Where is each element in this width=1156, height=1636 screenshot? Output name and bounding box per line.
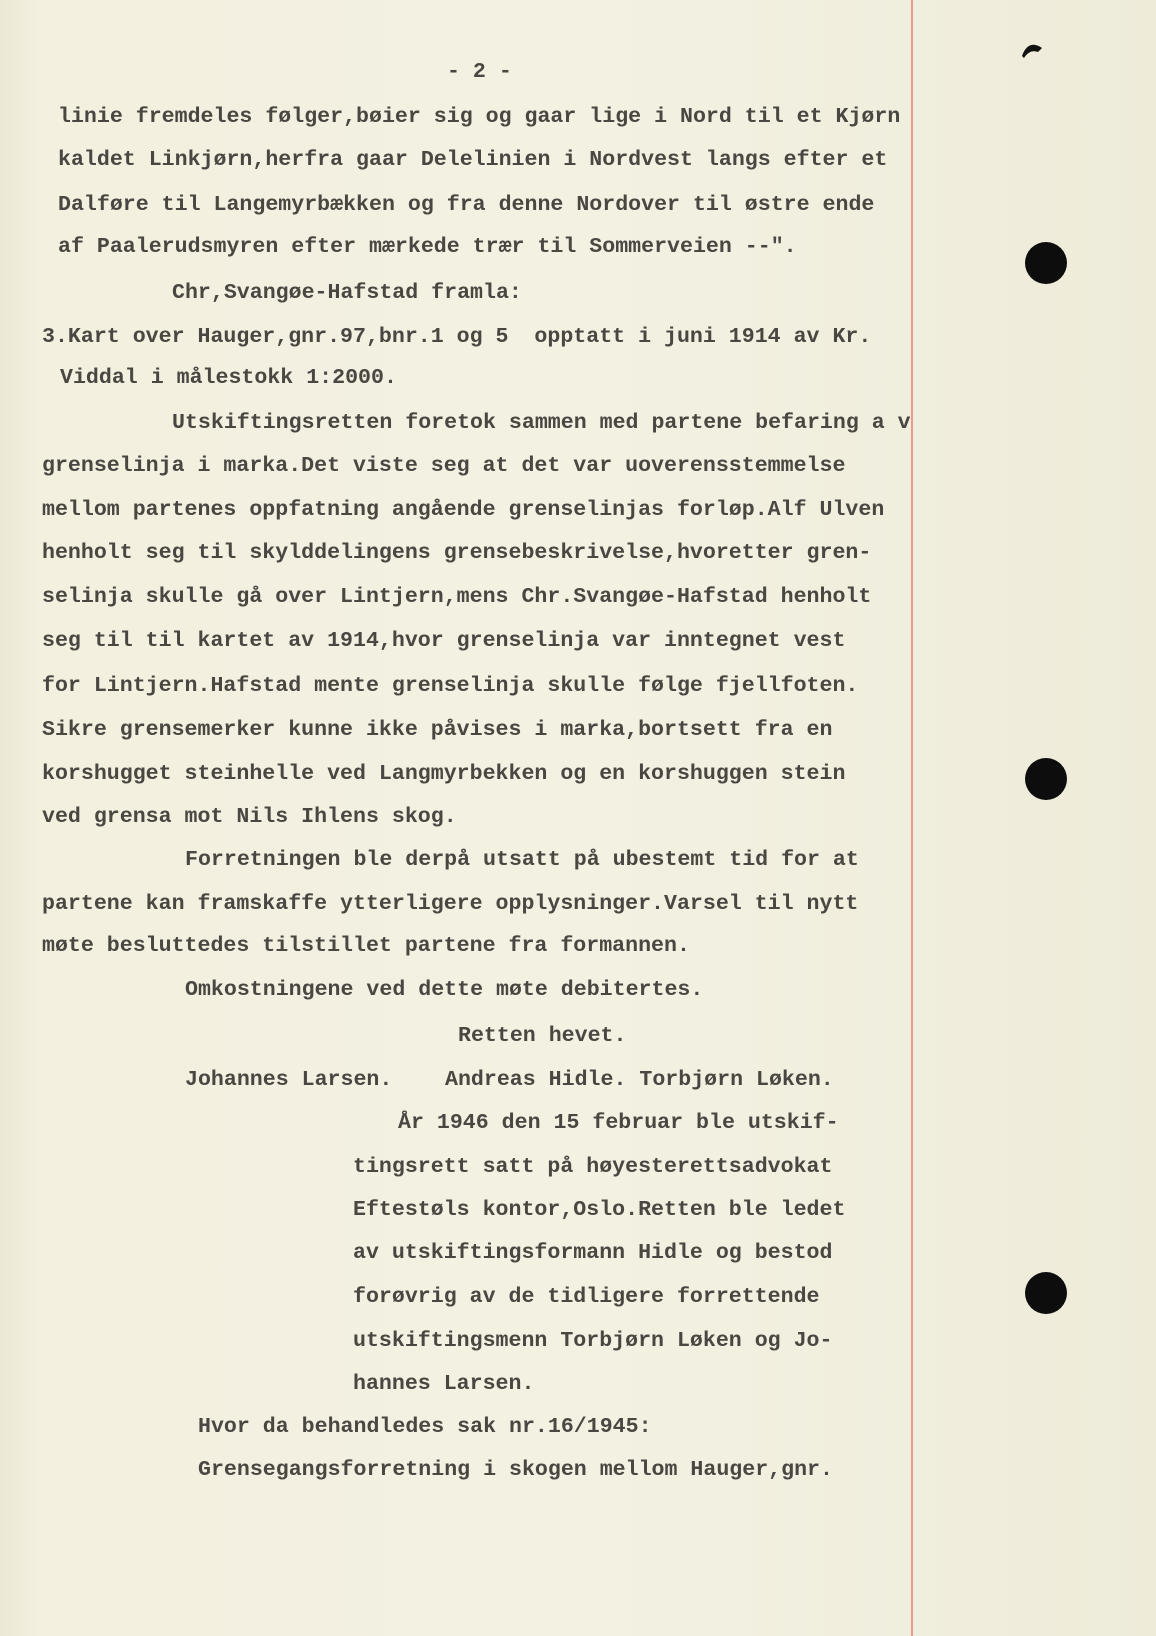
text-line: Utskiftingsretten foretok sammen med partene befaring a v <box>172 411 911 435</box>
punch-hole <box>1025 242 1067 284</box>
punch-hole <box>1025 758 1067 800</box>
text-line: for Lintjern.Hafstad mente grenselinja skulle følge fjellfoten. <box>42 674 859 698</box>
text-line: Omkostningene ved dette møte debitertes. <box>185 978 704 1002</box>
text-line: av utskiftingsformann Hidle og bestod <box>353 1241 833 1265</box>
text-line: Eftestøls kontor,Oslo.Retten ble ledet <box>353 1198 846 1222</box>
text-line: utskiftingsmenn Torbjørn Løken og Jo- <box>353 1329 833 1353</box>
text-line: År 1946 den 15 februar ble utskif- <box>398 1111 839 1135</box>
margin-line <box>911 0 913 1636</box>
text-line: hannes Larsen. <box>353 1372 535 1396</box>
text-line: Retten hevet. <box>458 1024 627 1048</box>
signature-name: Johannes Larsen. <box>185 1068 393 1092</box>
text-line: Dalføre til Langemyrbækken og fra denne Nordover til østre ende <box>58 193 875 217</box>
signature-names: Andreas Hidle. Torbjørn Løken. <box>445 1068 834 1092</box>
text-line: selinja skulle gå over Lintjern,mens Chr.Svangøe-Hafstad henholt <box>42 585 872 609</box>
text-line: Chr,Svangøe-Hafstad framla: <box>172 281 522 305</box>
text-line: partene kan framskaffe ytterligere opplysninger.Varsel til nytt <box>42 892 859 916</box>
text-line: Grensegangsforretning i skogen mellom Hauger,gnr. <box>198 1458 833 1482</box>
text-line: Forretningen ble derpå utsatt på ubestemt tid for at <box>185 848 859 872</box>
text-line: seg til til kartet av 1914,hvor grenselinja var inntegnet vest <box>42 629 846 653</box>
text-line: Sikre grensemerker kunne ikke påvises i marka,bortsett fra en <box>42 718 833 742</box>
text-line: forøvrig av de tidligere forrettende <box>353 1285 820 1309</box>
text-line: 3.Kart over Hauger,gnr.97,bnr.1 og 5 opptatt i juni 1914 av Kr. <box>42 325 872 349</box>
text-line: grenselinja i marka.Det viste seg at det var uoverensstemmelse <box>42 454 846 478</box>
text-line: kaldet Linkjørn,herfra gaar Delelinien i Nordvest langs efter et <box>58 148 888 172</box>
text-line: mellom partenes oppfatning angående grenselinjas forløp.Alf Ulven <box>42 498 885 522</box>
text-line: linie fremdeles følger,bøier sig og gaar lige i Nord til et Kjørn <box>58 105 901 129</box>
page-number: - 2 - <box>447 60 512 84</box>
text-line: henholt seg til skylddelingens grensebeskrivelse,hvoretter gren- <box>42 541 872 565</box>
text-line: Hvor da behandledes sak nr.16/1945: <box>198 1415 652 1439</box>
text-line: af Paalerudsmyren efter mærkede trær til Sommerveien --". <box>58 235 797 259</box>
text-line: Viddal i målestokk 1:2000. <box>60 366 397 390</box>
ink-mark-icon <box>1020 40 1046 60</box>
text-line: korshugget steinhelle ved Langmyrbekken og en korshuggen stein <box>42 762 846 786</box>
text-line: ved grensa mot Nils Ihlens skog. <box>42 805 457 829</box>
punch-hole <box>1025 1272 1067 1314</box>
text-line: møte besluttedes tilstillet partene fra formannen. <box>42 934 690 958</box>
text-line: tingsrett satt på høyesterettsadvokat <box>353 1155 833 1179</box>
